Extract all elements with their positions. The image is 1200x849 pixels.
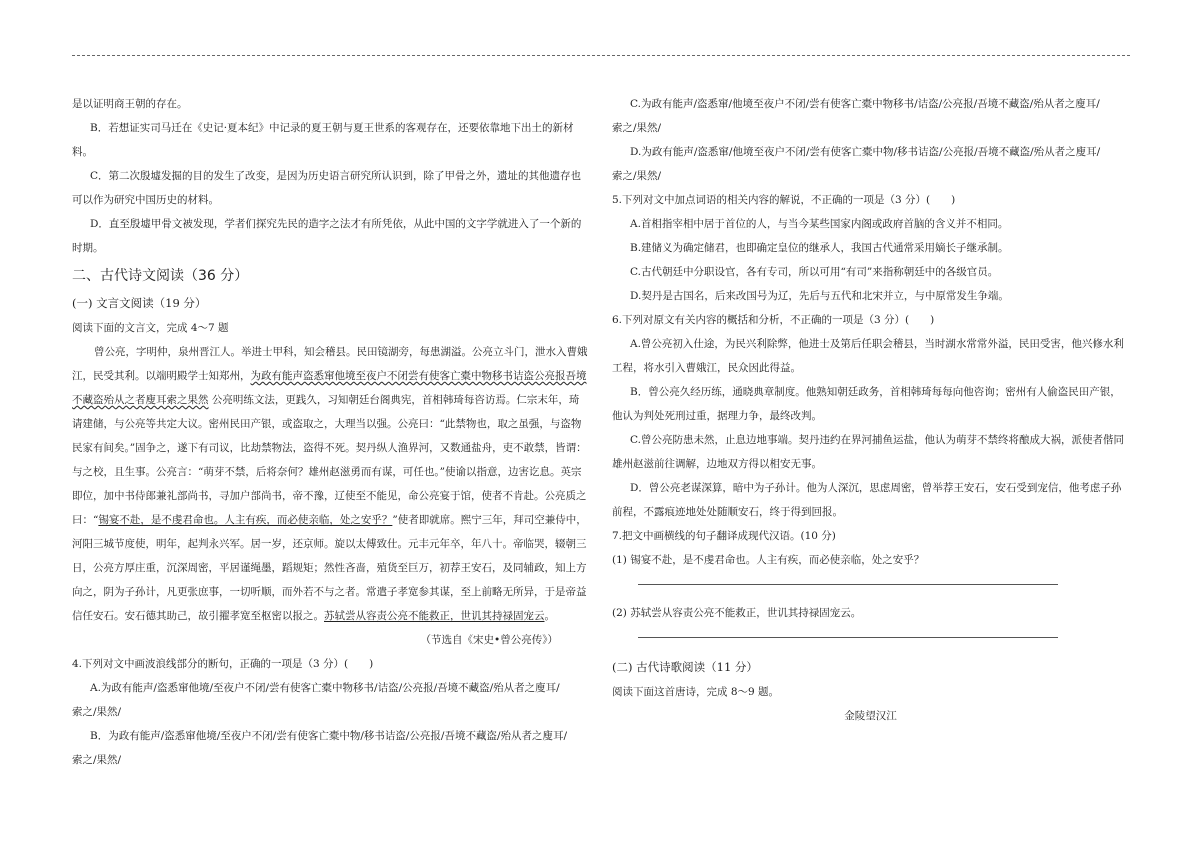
q6-option-d: D．曾公亮老谋深算，暗中为子孙计。他为人深沉，思虑周密，曾举荐王安石，安石受到宠信，他考虑子孙: [630, 482, 1122, 494]
wavy-underlined-text: 为政有能声盗悉窜他境至夜户不闭尝有使客亡橐中物移书诘盗公亮报吾境: [250, 370, 587, 382]
option-c-line: C．第二次殷墟发掘的目的发生了改变，是因为历史语言研究所认识到，除了甲骨之外，遗址的其他遗存也: [90, 170, 582, 182]
subsection-heading: (二) 古代诗歌阅读（11 分）: [612, 660, 758, 674]
q6-option-a: 工程，将水引入曹娥江，民众因此得益。: [612, 362, 801, 374]
option-b-line: 料。: [72, 146, 93, 158]
section-heading: 二、古代诗文阅读（36 分）: [72, 268, 249, 284]
source-citation: （节选自《宋史•曾公亮传》）: [420, 634, 558, 646]
q6-option-d: 前程，不露痕迹地处处随顺安石，终于得到回报。: [612, 506, 843, 518]
q4-option-b: B．为政有能声/盗悉窜他境/至夜户不闭/尝有使客亡橐中物/移书诘盗/公亮报/吾境不藏盗/殆从者之廋耳/: [90, 730, 568, 742]
q6-option-a: A.曾公亮初入仕途，为民兴利除弊，他进士及第后任职会稽县，当时湖水常常外溢，民田受害，他兴修水利: [630, 338, 1124, 350]
passage-line: 信任安石。安石德其助己，故引擢孝宽至枢密以报之。苏轼尝从容责公亮不能救正，世讥其持禄固宠云。: [72, 610, 555, 622]
question-4: 4.下列对文中画波浪线部分的断句，正确的一项是（3 分）( ): [72, 658, 374, 670]
passage-line: 与之校，且生事。公亮言：“萌芽不禁，后将奈何？雄州赵滋勇而有谋，可任也。”使谕以指意，边害讫息。英宗: [72, 466, 582, 478]
poem-title: 金陵望汉江: [844, 710, 897, 722]
question-7: 7.把文中画横线的句子翻译成现代汉语。(10 分): [612, 530, 836, 542]
q6-option-c: C.曾公亮防患未然，止息边地事端。契丹违约在界河捕鱼运盐，他认为萌芽不禁终将酿成大祸，派使者偕同: [630, 434, 1124, 446]
q6-option-b: B．曾公亮久经历练，通晓典章制度。他熟知朝廷政务，首相韩琦每每向他咨询；密州有人偷盗民田产银，: [630, 386, 1121, 398]
answer-line[interactable]: [638, 584, 1058, 585]
right-column: [612, 92, 1129, 728]
underlined-sentence: 锡宴不赴，是不虔君命也。人主有疾，而必使亲临，处之安乎？: [98, 514, 393, 526]
passage-line: 请建储，与公亮等共定大议。密州民田产银，或盗取之，大理当以强。公亮曰：“此禁物也，取之虽强，与盗物: [72, 418, 582, 430]
passage-line: 曾公亮，字明仲，泉州晋江人。举进士甲科，知会稽县。民田镜湖旁，每患湖溢。公亮立斗门，泄水入曹娥: [94, 346, 588, 358]
q6-option-c: 雄州赵滋前往调解，边地双方得以相安无事。: [612, 458, 822, 470]
passage-line: 日，公亮方厚庄重，沉深周密，平居谨绳墨，蹈规矩；然性吝啬，殖货至巨万，初荐王安石，及同辅政，知上方: [72, 562, 587, 574]
passage-line: 河阳三城节度使，明年，起判永兴军。居一岁，还京师。旋以太傅致仕。元丰元年卒，年八十。帝临哭，辍朝三: [72, 538, 587, 550]
q5-option-b: B.建储义为确定储君，也即确定皇位的继承人，我国古代通常采用嫡长子继承制。: [630, 242, 1009, 254]
passage-line: 曰：“锡宴不赴，是不虔君命也。人主有疾，而必使亲临，处之安乎？”使者即就席。熙宁三年，拜司空兼侍中，: [72, 514, 587, 526]
option-d-line: D．直至殷墟甲骨文被发现，学者们探究先民的造字之法才有所凭依，从此中国的文字学就进入了一个新的: [90, 218, 582, 230]
q4-option-c: C.为政有能声/盗悉窜/他境至夜户不闭/尝有使客亡橐中物移书/诘盗/公亮报/吾境不藏盗/殆从者之廋耳/: [630, 98, 1100, 110]
underlined-sentence: 苏轼尝从容责公亮不能救正，世讥其持禄固宠云: [324, 610, 545, 622]
q5-option-d: D.契丹是古国名，后来改国号为辽，先后与五代和北宋并立，与中原常发生争端。: [630, 290, 1009, 302]
q4-option-b: 索之/果然/: [72, 754, 122, 766]
poem-intro: 阅读下面这首唐诗，完成 8～9 题。: [612, 686, 780, 698]
q4-option-d: 索之/果然/: [612, 170, 662, 182]
header-divider: [72, 55, 1130, 56]
reading-intro: 阅读下面的文言文，完成 4～7 题: [72, 322, 229, 334]
q5-option-a: A.首相指宰相中居于首位的人，与当今某些国家内阁或政府首脑的含义并不相同。: [630, 218, 1009, 230]
wavy-underlined-text: 不藏盗殆从之者廋耳索之果然: [72, 394, 209, 406]
q4-option-a: A.为政有能声/盗悉窜他境/至夜户不闭/尝有使客亡橐中物移书/诘盗/公亮报/吾境不藏盗/殆从者之廋耳/: [90, 682, 560, 694]
passage-line: 民家有间矣。”固争之，遂下有司议，比劫禁物法，盗得不死。契丹纵人渔界河，又数通盐舟，吏不敢禁，皆谓：: [72, 442, 587, 454]
option-c-line: 可以作为研究中国历史的材料。: [72, 194, 219, 206]
passage-line: 即位，加中书侍郎兼礼部尚书，寻加户部尚书，帝不豫，辽使至不能见，命公亮宴于馆，使者不肯赴。公亮质之: [72, 490, 587, 502]
option-b-line: B．若想证实司马迁在《史记·夏本纪》中记录的夏王朝与夏王世系的客观存在，还要依靠地下出土的新材: [90, 122, 574, 134]
q4-option-a: 索之/果然/: [72, 706, 122, 718]
q6-option-b: 他认为判处死刑过重，据理力争，最终改判。: [612, 410, 822, 422]
left-column: [72, 92, 588, 772]
passage-line: 不藏盗殆从之者廋耳索之果然 公亮明练文法，更践久，习知朝廷台阁典宪，首相韩琦每咨访焉。仁宗末年，琦: [72, 394, 580, 406]
q7-sentence-2: (2) 苏轼尝从容责公亮不能救正，世讥其持禄固宠云。: [612, 607, 862, 619]
q5-option-c: C.古代朝廷中分职设官，各有专司，所以可用“有司”来指称朝廷中的各级官员。: [630, 266, 999, 278]
passage-line: 向之，阴为子孙计，凡更张庶事，一切听顺，而外若不与之者。常遣子孝宽参其谋，至上前略无所异，于是帝益: [72, 586, 587, 598]
subsection-heading: (一) 文言文阅读（19 分）: [72, 296, 207, 310]
question-6: 6.下列对原文有关内容的概括和分析，不正确的一项是（3 分）( ): [612, 314, 935, 326]
q4-option-d: D.为政有能声/盗悉窜/他境至夜户不闭/尝有使客亡橐中物/移书诘盗/公亮报/吾境不藏盗/殆从者之廋耳/: [630, 146, 1101, 158]
option-d-line: 时期。: [72, 242, 104, 254]
text-line: 是以证明商王朝的存在。: [72, 98, 188, 110]
answer-line[interactable]: [638, 637, 1058, 638]
question-5: 5.下列对文中加点词语的相关内容的解说，不正确的一项是（3 分）( ): [612, 194, 956, 206]
passage-line: 江，民受其利。以端明殿学士知郑州，为政有能声盗悉窜他境至夜户不闭尝有使客亡橐中物移书诘盗公亮报吾境: [72, 370, 587, 382]
q4-option-c: 索之/果然/: [612, 122, 662, 134]
q7-sentence-1: (1) 锡宴不赴，是不虔君命也。人主有疾，而必使亲临，处之安乎？: [612, 554, 925, 566]
